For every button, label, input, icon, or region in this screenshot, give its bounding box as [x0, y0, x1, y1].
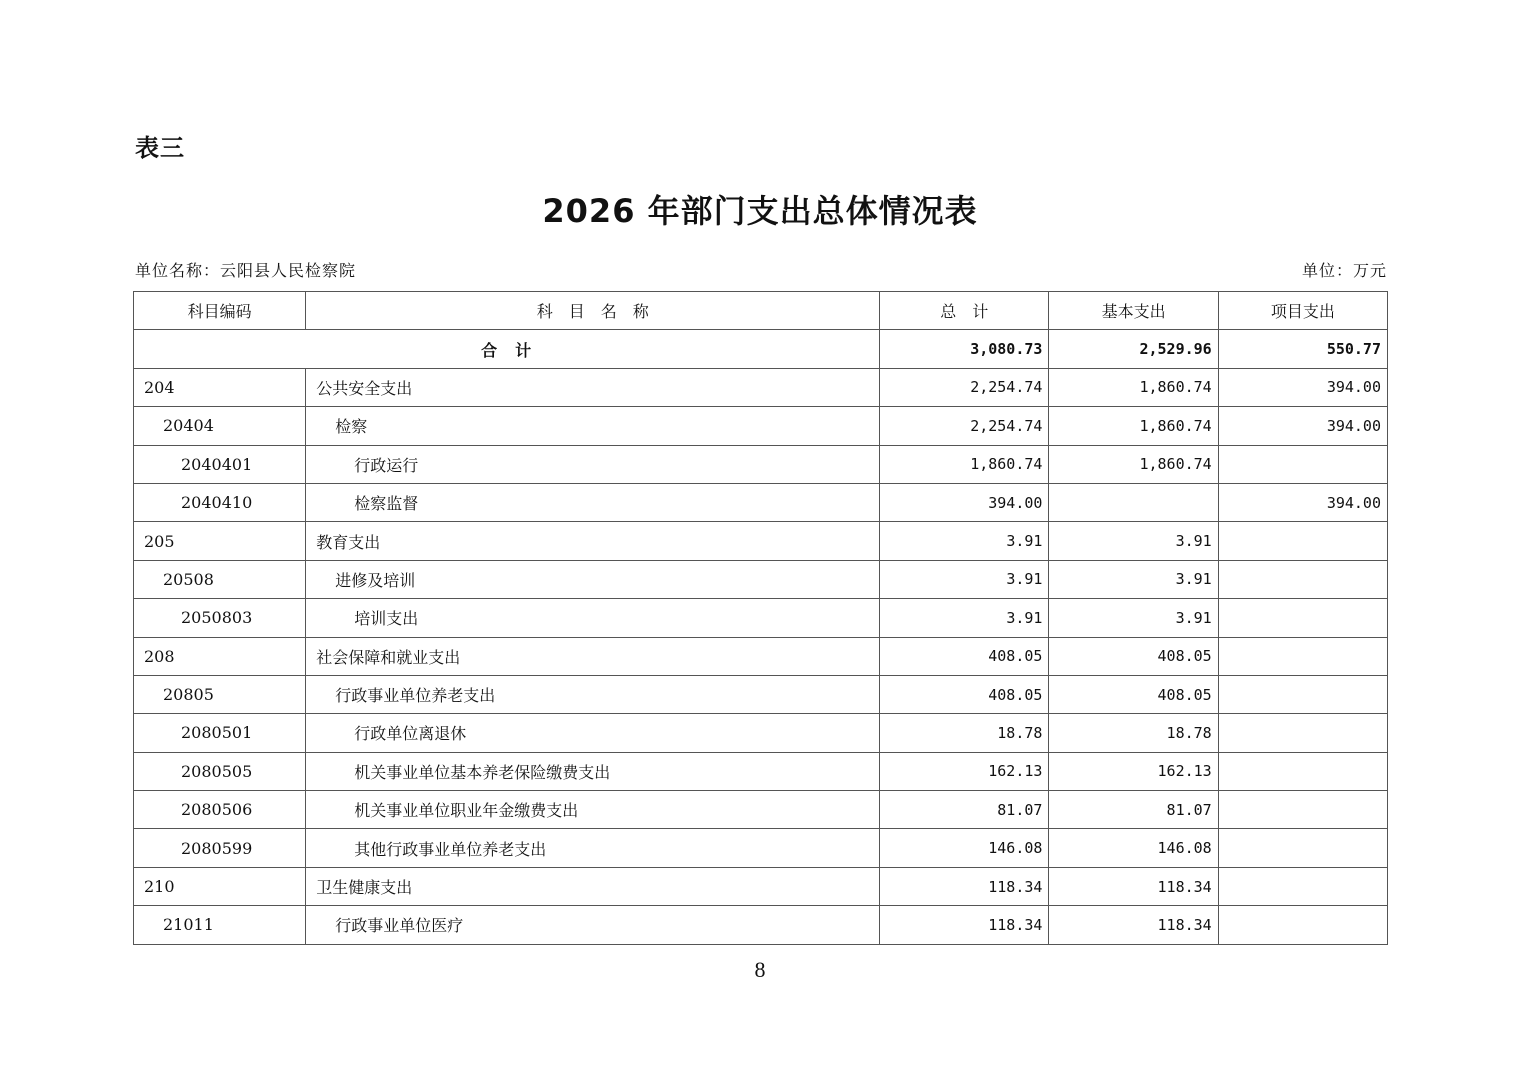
row-code: 20508: [134, 560, 306, 598]
expenditure-table: [133, 291, 1388, 945]
table-row: [134, 752, 1388, 790]
row-project: [1218, 791, 1387, 829]
row-project: [1218, 906, 1387, 944]
row-basic: 146.08: [1049, 829, 1218, 867]
row-project: 394.00: [1218, 368, 1387, 406]
row-basic: 1,860.74: [1049, 407, 1218, 445]
table-row: [134, 368, 1388, 406]
header-total: 总 计: [880, 292, 1049, 330]
row-total: 408.05: [880, 675, 1049, 713]
row-name: 机关事业单位基本养老保险缴费支出: [306, 752, 880, 790]
row-code: 210: [134, 867, 306, 905]
header-code: 科目编码: [134, 292, 306, 330]
row-total: 18.78: [880, 714, 1049, 752]
table-row: [134, 599, 1388, 637]
row-code: 21011: [134, 906, 306, 944]
row-name: 行政事业单位医疗: [306, 906, 880, 944]
row-basic: 1,860.74: [1049, 368, 1218, 406]
row-basic: 408.05: [1049, 675, 1218, 713]
total-row: [134, 330, 1388, 368]
row-code: 20805: [134, 675, 306, 713]
row-name: 检察监督: [306, 483, 880, 521]
row-code: 2050803: [134, 599, 306, 637]
row-project: [1218, 599, 1387, 637]
row-basic: 162.13: [1049, 752, 1218, 790]
row-total: 81.07: [880, 791, 1049, 829]
row-name: 行政运行: [306, 445, 880, 483]
row-code: 205: [134, 522, 306, 560]
row-name: 培训支出: [306, 599, 880, 637]
row-basic: 1,860.74: [1049, 445, 1218, 483]
row-total: 162.13: [880, 752, 1049, 790]
row-name: 公共安全支出: [306, 368, 880, 406]
row-code: 2080506: [134, 791, 306, 829]
row-project: [1218, 637, 1387, 675]
row-project: [1218, 522, 1387, 560]
row-name: 教育支出: [306, 522, 880, 560]
row-project: [1218, 445, 1387, 483]
row-total: 146.08: [880, 829, 1049, 867]
table-row: [134, 791, 1388, 829]
row-basic: 3.91: [1049, 522, 1218, 560]
row-basic: 3.91: [1049, 599, 1218, 637]
row-basic: [1049, 483, 1218, 521]
table-row: [134, 483, 1388, 521]
row-total: 408.05: [880, 637, 1049, 675]
document-title: 2026 年部门支出总体情况表: [542, 192, 978, 230]
row-name: 检察: [306, 407, 880, 445]
table-row: [134, 522, 1388, 560]
total-project: 550.77: [1218, 330, 1387, 368]
header-row: [134, 292, 1388, 330]
total-amount: 3,080.73: [880, 330, 1049, 368]
row-total: 394.00: [880, 483, 1049, 521]
row-total: 1,860.74: [880, 445, 1049, 483]
row-name: 卫生健康支出: [306, 867, 880, 905]
row-code: 20404: [134, 407, 306, 445]
row-project: [1218, 714, 1387, 752]
table-row: [134, 829, 1388, 867]
header-basic: 基本支出: [1049, 292, 1218, 330]
row-project: [1218, 829, 1387, 867]
row-code: 2080599: [134, 829, 306, 867]
row-total: 3.91: [880, 560, 1049, 598]
row-code: 2040401: [134, 445, 306, 483]
row-code: 2080501: [134, 714, 306, 752]
table-row: [134, 714, 1388, 752]
row-name: 机关事业单位职业年金缴费支出: [306, 791, 880, 829]
row-basic: 3.91: [1049, 560, 1218, 598]
total-basic: 2,529.96: [1049, 330, 1218, 368]
header-project: 项目支出: [1218, 292, 1387, 330]
row-name: 社会保障和就业支出: [306, 637, 880, 675]
page-number: 8: [754, 957, 766, 982]
row-basic: 118.34: [1049, 867, 1218, 905]
table-row: [134, 675, 1388, 713]
row-code: 2040410: [134, 483, 306, 521]
row-project: [1218, 675, 1387, 713]
row-total: 2,254.74: [880, 368, 1049, 406]
row-name: 行政事业单位养老支出: [306, 675, 880, 713]
row-name: 进修及培训: [306, 560, 880, 598]
row-total: 2,254.74: [880, 407, 1049, 445]
table-row: [134, 906, 1388, 944]
row-code: 204: [134, 368, 306, 406]
row-project: [1218, 560, 1387, 598]
header-name: 科 目 名 称: [306, 292, 880, 330]
unit-name: 单位名称：云阳县人民检察院: [135, 261, 357, 280]
row-total: 3.91: [880, 522, 1049, 560]
row-basic: 408.05: [1049, 637, 1218, 675]
row-total: 118.34: [880, 867, 1049, 905]
row-project: 394.00: [1218, 483, 1387, 521]
row-total: 3.91: [880, 599, 1049, 637]
row-project: [1218, 752, 1387, 790]
row-basic: 118.34: [1049, 906, 1218, 944]
table-row: [134, 407, 1388, 445]
row-name: 其他行政事业单位养老支出: [306, 829, 880, 867]
table-row: [134, 560, 1388, 598]
row-code: 208: [134, 637, 306, 675]
row-name: 行政单位离退休: [306, 714, 880, 752]
row-project: 394.00: [1218, 407, 1387, 445]
table-label: 表三: [135, 134, 185, 162]
row-basic: 81.07: [1049, 791, 1218, 829]
currency-unit: 单位：万元: [1301, 261, 1387, 280]
row-code: 2080505: [134, 752, 306, 790]
table-row: [134, 867, 1388, 905]
row-basic: 18.78: [1049, 714, 1218, 752]
total-label: 合 计: [134, 330, 880, 368]
table-row: [134, 637, 1388, 675]
row-total: 118.34: [880, 906, 1049, 944]
row-project: [1218, 867, 1387, 905]
table-row: [134, 445, 1388, 483]
